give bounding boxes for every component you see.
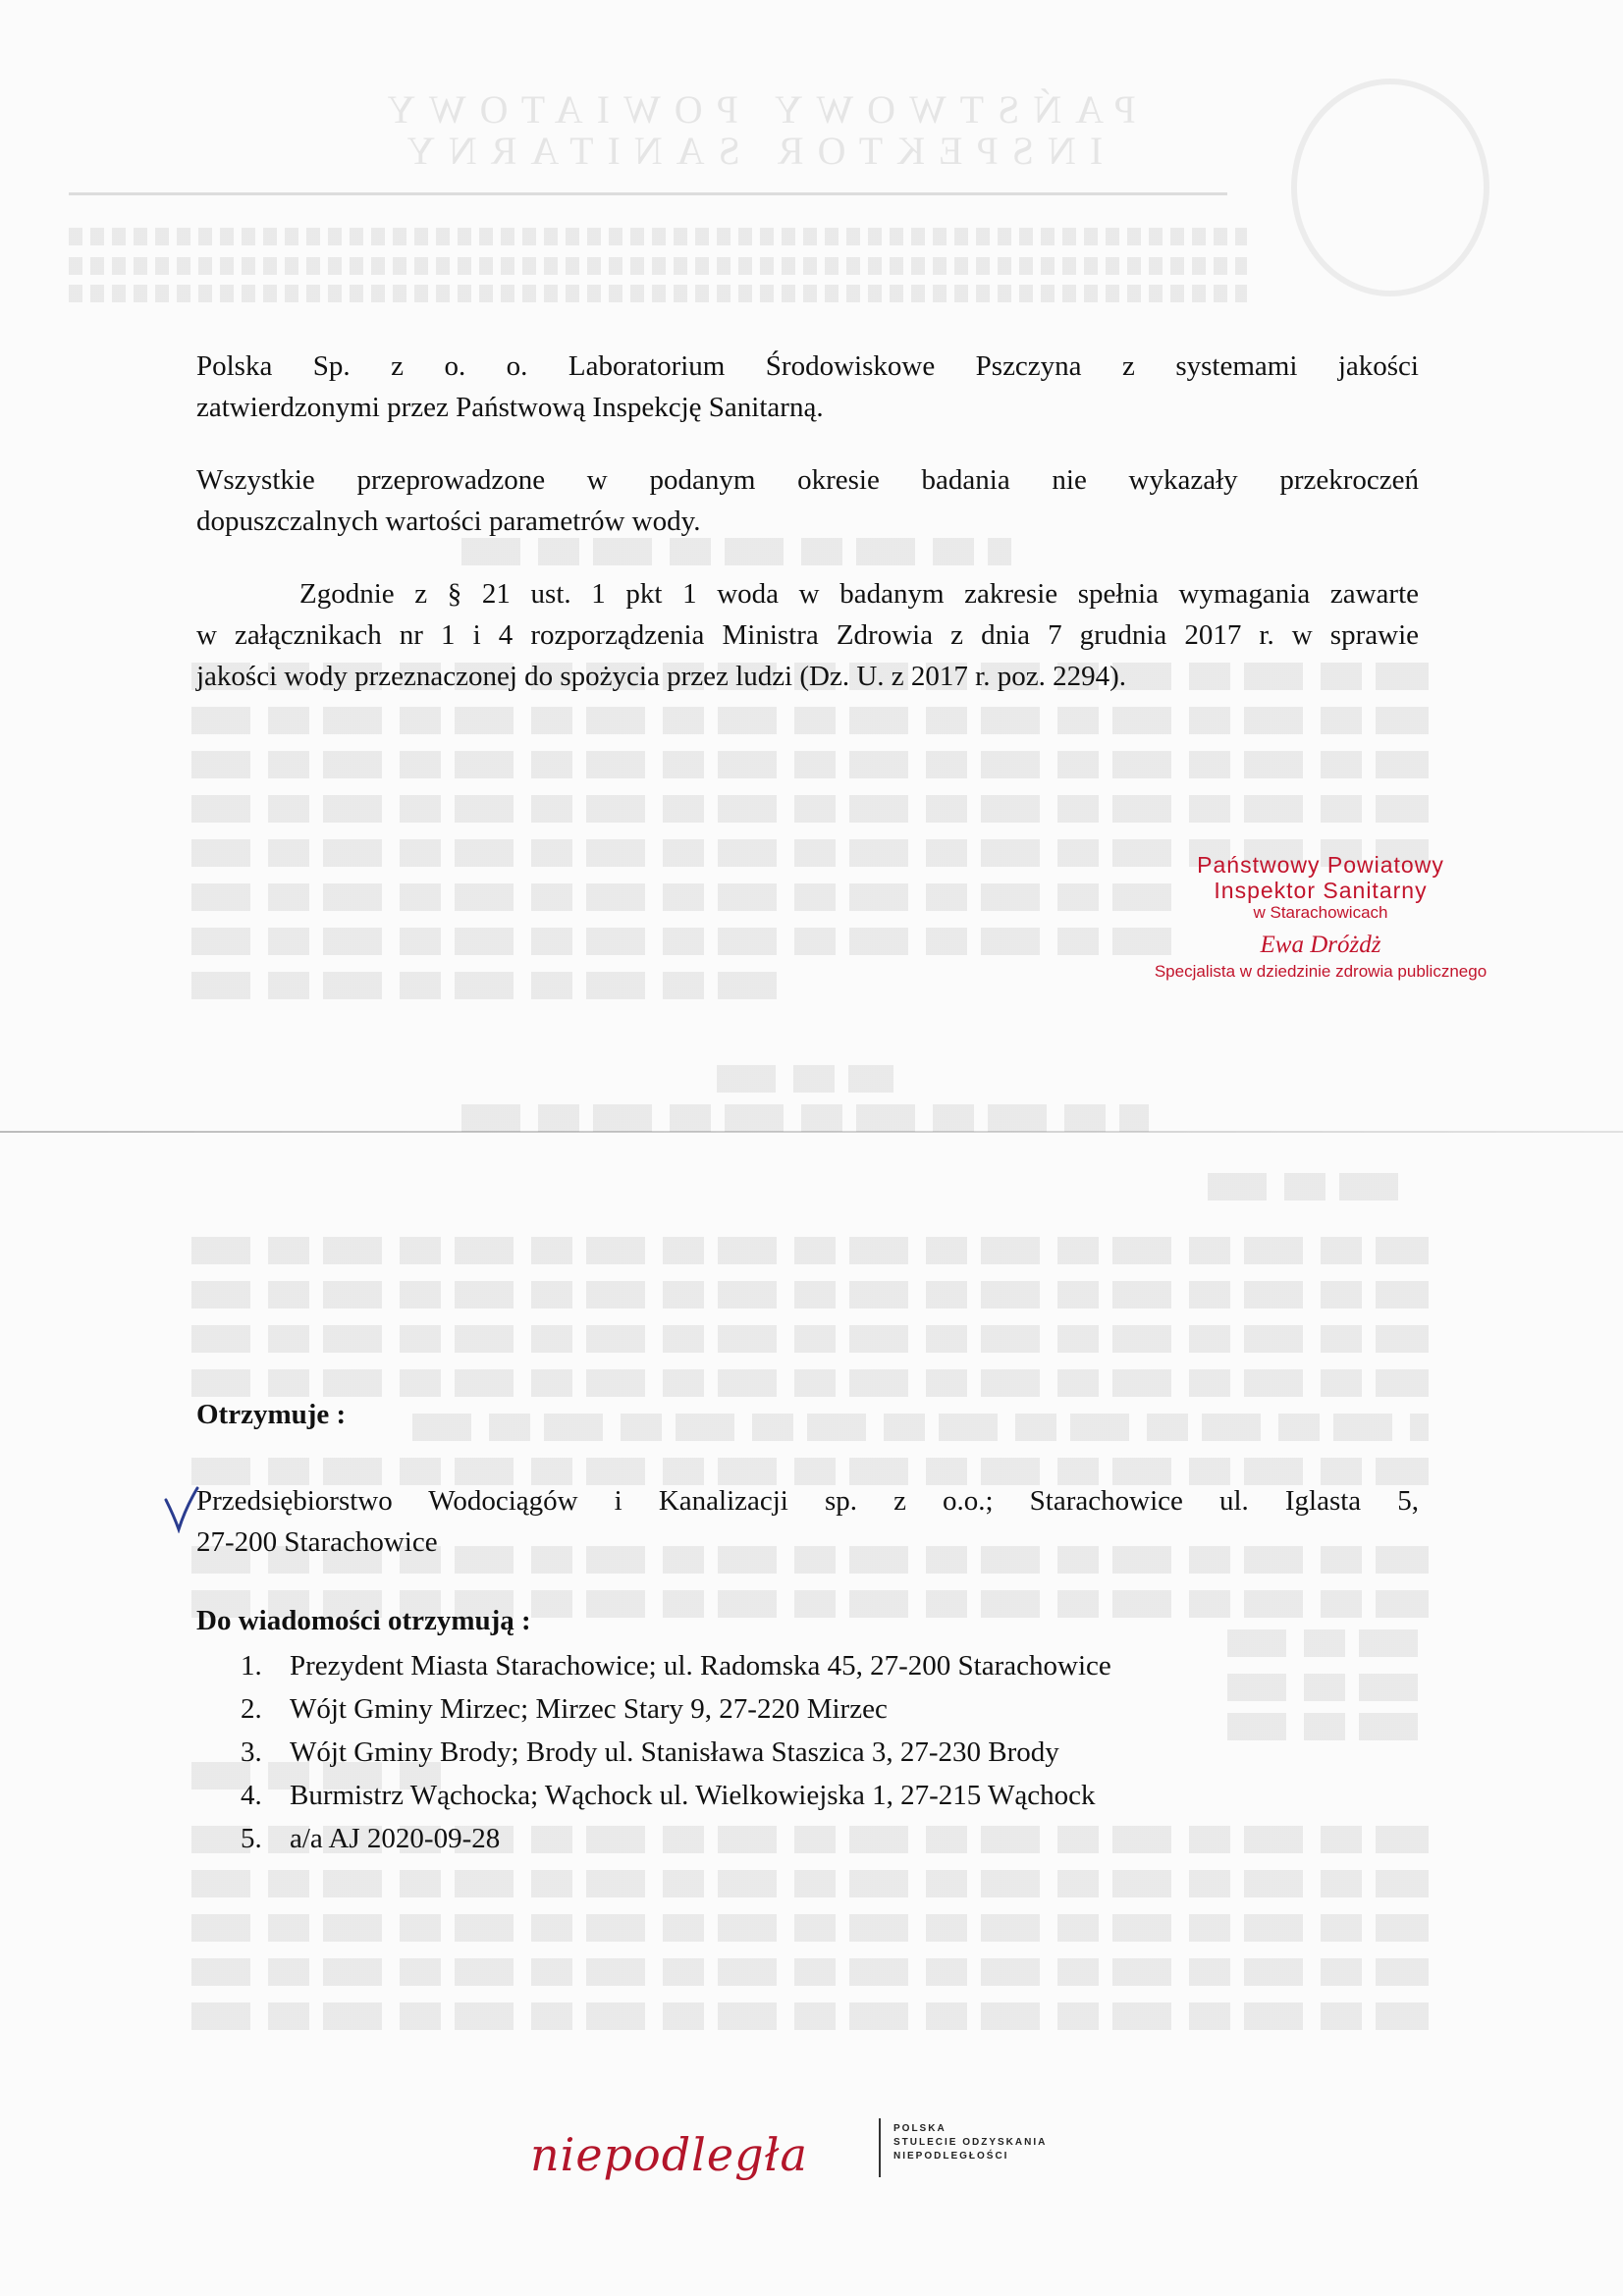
recipient-line: 27-200 Starachowice (196, 1526, 438, 1558)
bleed-through-text (191, 883, 1173, 911)
recipients-address (196, 1480, 1419, 1563)
results-paragraph (196, 459, 1419, 542)
stamp-signature: Ewa Dróżdż (1260, 932, 1381, 958)
bleed-through-text (1227, 1674, 1424, 1701)
bleed-through-text (69, 228, 1247, 245)
bleed-through-text (69, 285, 1247, 302)
conclusion-line: w załącznikach nr 1 i 4 rozporządzenia Ministra Zdrowia z dnia 7 grudnia 2017 r. w sprawie (196, 619, 1419, 651)
continuation-paragraph (196, 346, 1419, 428)
cc-heading: Do wiadomości otrzymują : (196, 1605, 531, 1636)
results-line: Wszystkie przeprowadzone w podanym okresie badania nie wykazały przekroczeń (196, 464, 1419, 496)
bleed-through-rule (69, 192, 1227, 195)
bleed-through-header: INSPEKTOR SANITARNY (393, 129, 1104, 173)
conclusion-paragraph (196, 573, 1419, 697)
continuation-line: Polska Sp. z o. o. Laboratorium Środowiskowe Pszczyna z systemami jakości (196, 350, 1419, 382)
bleed-through-text (1227, 1713, 1424, 1740)
cc-list (241, 1644, 1111, 1860)
recipients-heading: Otrzymuje : (196, 1399, 347, 1430)
logo-script-text: niepodległa (530, 2128, 808, 2181)
official-stamp (1144, 852, 1497, 982)
stamp-line: Specjalista w dziedzinie zdrowia publicznego (1154, 962, 1488, 981)
bleed-through-text (191, 1958, 1429, 1986)
footer-logo (530, 2110, 1080, 2184)
recipient-line: Przedsiębiorstwo Wodociągów i Kanalizacji sp. z o.o.; Starachowice ul. Iglasta 5, (196, 1485, 1419, 1517)
logo-divider (879, 2118, 881, 2177)
bleed-through-text (191, 928, 1173, 955)
list-item: 4. Burmistrz Wąchocka; Wąchock ul. Wielkowiejska 1, 27-215 Wąchock (241, 1780, 1096, 1811)
bleed-through-text (69, 257, 1247, 275)
results-line: dopuszczalnych wartości parametrów wody. (196, 506, 701, 537)
paper-fold-line (0, 1131, 1623, 1133)
stamp-line: Państwowy Powiatowy (1197, 852, 1444, 878)
conclusion-line: Zgodnie z § 21 ust. 1 pkt 1 woda w badanym zakresie spełnia wymagania zawarte (299, 578, 1419, 610)
bleed-through-text (191, 1870, 1429, 1897)
bleed-through-text (461, 1104, 1149, 1132)
bleed-through-text (191, 1369, 1429, 1397)
list-item: 1. Prezydent Miasta Starachowice; ul. Radomska 45, 27-200 Starachowice (241, 1650, 1111, 1682)
list-item: 5. a/a AJ 2020-09-28 (241, 1823, 501, 1854)
bleed-through-text (191, 751, 1429, 778)
bleed-through-text (191, 1281, 1429, 1308)
bleed-through-text (191, 2002, 1429, 2030)
bleed-through-text (191, 972, 781, 999)
logo-caption: POLSKA STULECIE ODZYSKANIA NIEPODLEGŁOŚCI (893, 2123, 1048, 2162)
bleed-through-text (191, 1325, 1429, 1353)
bleed-through-text (717, 1065, 893, 1093)
bleed-through-text (191, 1914, 1429, 1942)
bleed-through-text (461, 538, 1011, 565)
bleed-through-text (191, 795, 1429, 823)
continuation-line: zatwierdzonymi przez Państwową Inspekcję Sanitarną. (196, 392, 824, 423)
bleed-through-text (191, 707, 1429, 734)
bleed-through-text (191, 1237, 1429, 1264)
bleed-through-text (1208, 1173, 1404, 1201)
list-item: 2. Wójt Gminy Mirzec; Mirzec Stary 9, 27-220 Mirzec (241, 1693, 888, 1725)
bleed-through-seal (1291, 79, 1489, 296)
bleed-through-header: PAŃSTWOWY POWIATOWY (373, 87, 1136, 132)
conclusion-line: jakości wody przeznaczonej do spożycia przez ludzi (Dz. U. z 2017 r. poz. 2294). (196, 661, 1126, 692)
checkmark-icon (162, 1484, 201, 1533)
stamp-line: Inspektor Sanitarny (1214, 878, 1428, 903)
list-item: 3. Wójt Gminy Brody; Brody ul. Stanisława Staszica 3, 27-230 Brody (241, 1736, 1059, 1768)
stamp-line: w Starachowicach (1253, 903, 1388, 922)
